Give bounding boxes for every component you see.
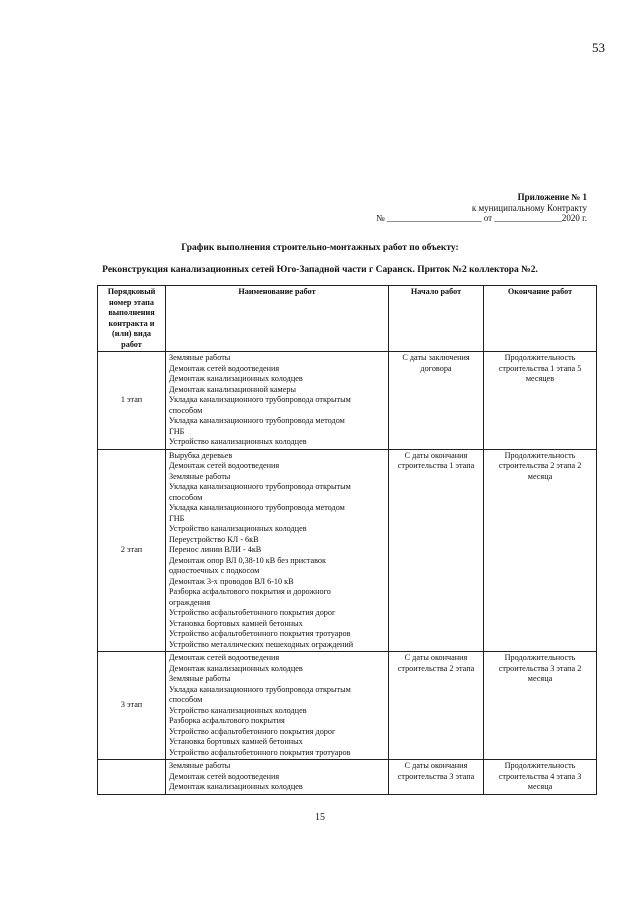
work-item: Разборка асфальтового покрытия <box>169 716 285 725</box>
table-header-row <box>98 286 597 352</box>
work-item: Переустройство КЛ - 6кВ <box>169 534 259 544</box>
object-title: Реконструкция канализационных сетей Юго-Западной части г Саранск. Приток №2 коллектора №2. <box>102 265 538 275</box>
work-item: Укладка канализационного трубопровода открытым <box>169 482 351 491</box>
work-item: Установка бортовых камней бетонных <box>169 618 303 628</box>
work-item: Устройство канализационных колодцев <box>169 705 307 715</box>
works-cell <box>166 352 389 450</box>
works-cell <box>166 449 389 652</box>
header-start: Начало работ <box>389 286 484 352</box>
work-item: способом <box>169 695 203 704</box>
document-title: График выполнения строительно-монтажных работ по объекту: <box>181 243 459 253</box>
work-item: Демонтаж опор ВЛ 0,38-10 кВ без приставок <box>169 555 326 565</box>
work-item: Демонтаж канализационных колодцев <box>169 374 303 383</box>
work-item: Демонтаж канализационных колодцев <box>169 663 303 673</box>
header-end: Окончание работ <box>484 286 597 352</box>
page-number-top: 53 <box>592 40 605 55</box>
works-cell <box>166 652 389 760</box>
table-body <box>98 352 597 795</box>
stage-cell: 2 этап <box>98 449 166 652</box>
header-stage: Порядковый номер этапа выполнения контракта и (или) вида работ <box>98 286 166 352</box>
start-cell: С даты окончания строительства 3 этапа <box>389 760 484 795</box>
works-cell <box>166 760 389 795</box>
table-row <box>98 760 597 795</box>
end-cell: Продолжительность строительства 2 этапа 2 месяца <box>484 449 597 652</box>
table-row <box>98 449 597 652</box>
work-item: способом <box>169 492 203 502</box>
work-item: Разборка асфальтового покрытия и дорожного <box>169 587 331 596</box>
work-item: способом <box>169 405 203 415</box>
schedule-table <box>97 285 597 795</box>
stage-cell: 3 этап <box>98 652 166 760</box>
work-item: Земляные работы <box>169 353 231 362</box>
work-item: Устройство металлических пешеходных ограждений <box>169 639 354 649</box>
work-item: Устройство канализационных колодцев <box>169 524 307 533</box>
end-cell: Продолжительность строительства 1 этапа 5 месяцев <box>484 352 597 450</box>
header-works: Наименование работ <box>166 286 389 352</box>
work-item: Демонтаж сетей водоотведения <box>169 771 280 781</box>
work-item: Вырубка деревьев <box>169 450 233 460</box>
work-item: Укладка канализационного трубопровода методом <box>169 503 345 512</box>
work-item: Демонтаж сетей водоотведения <box>169 461 280 470</box>
work-item: Земляные работы <box>169 471 231 481</box>
table-row <box>98 652 597 760</box>
work-item: Устройство асфальтобетонного покрытия дорог <box>169 726 336 736</box>
start-cell: С даты окончания строительства 1 этапа <box>389 449 484 652</box>
work-item: Устройство асфальтобетонного покрытия тротуаров <box>169 747 351 757</box>
end-cell: Продолжительность строительства 4 этапа 3 месяца <box>484 760 597 795</box>
stage-cell: 1 этап <box>98 352 166 450</box>
work-item: Устройство асфальтобетонного покрытия дорог <box>169 608 336 617</box>
work-item: Укладка канализационного трубопровода методом <box>169 416 345 425</box>
work-item: ГНБ <box>169 426 185 436</box>
work-item: Демонтаж сетей водоотведения <box>169 653 280 662</box>
work-item: Земляные работы <box>169 674 231 683</box>
appendix-subtitle: к муниципальному Контракту <box>471 203 587 213</box>
start-cell: С даты заключения договора <box>389 352 484 450</box>
work-item: Демонтаж канализационной камеры <box>169 384 296 394</box>
work-item: Перенос линии ВЛИ - 4кВ <box>169 545 262 554</box>
end-cell: Продолжительность строительства 3 этапа 2 месяца <box>484 652 597 760</box>
work-item: Земляные работы <box>169 761 231 770</box>
appendix-number-line: № _____________________ от _______________2020 г. <box>376 213 587 223</box>
work-item: Устройство асфальтобетонного покрытия тротуаров <box>169 629 351 638</box>
page-number-bottom: 15 <box>315 812 325 823</box>
work-item: Демонтаж канализационных колодцев <box>169 782 303 791</box>
work-item: Демонтаж 3-х проводов ВЛ 6-10 кВ <box>169 576 294 586</box>
work-item: Демонтаж сетей водоотведения <box>169 363 280 373</box>
work-item: ГНБ <box>169 513 185 523</box>
work-item: Укладка канализационного трубопровода открытым <box>169 395 351 404</box>
appendix-title: Приложение № 1 <box>517 192 587 202</box>
table-row <box>98 352 597 450</box>
work-item: Устройство канализационных колодцев <box>169 437 307 446</box>
start-cell: С даты окончания строительства 2 этапа <box>389 652 484 760</box>
work-item: ограждения <box>169 597 211 607</box>
work-item: одностоечных с подкосом <box>169 566 260 575</box>
work-item: Установка бортовых камней бетонных <box>169 737 303 746</box>
work-item: Укладка канализационного трубопровода открытым <box>169 684 351 694</box>
stage-cell <box>98 760 166 795</box>
